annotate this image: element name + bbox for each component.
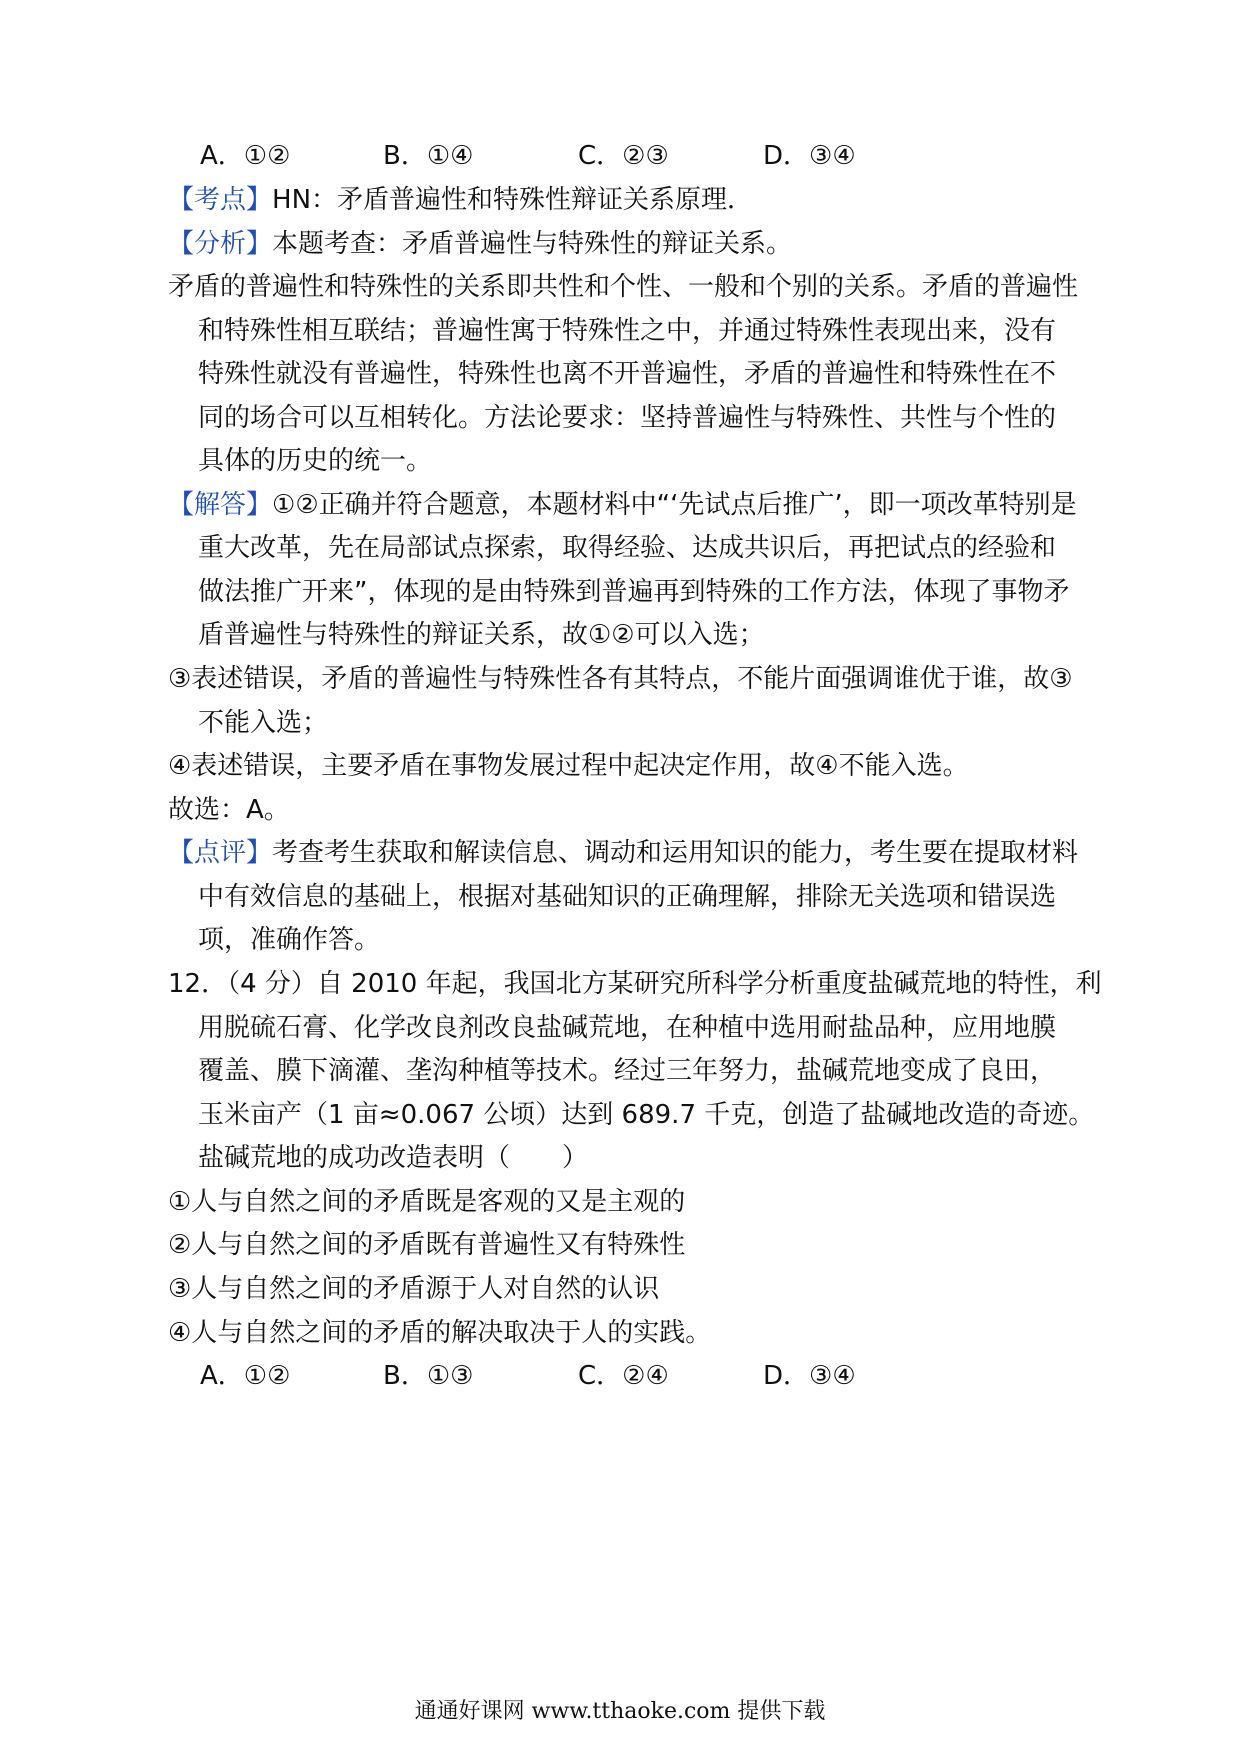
- jieda-body-line: 重大改革，先在局部试点探索，取得经验、达成共识后，再把试点的经验和: [198, 533, 1057, 563]
- jieda-line: [168, 487, 1077, 523]
- kaodian-tag: 【考点】: [168, 185, 273, 215]
- option-b: B．①③: [383, 1361, 474, 1391]
- jieda-text: ①②正确并符合题意，本题材料中“‘先试点后推广’，即一项改革特别是: [272, 490, 1077, 520]
- jieda-body-line: 做法推广开来”，体现的是由特殊到普遍再到特殊的工作方法，体现了事物矛: [198, 577, 1070, 607]
- option-a: A．①②: [200, 141, 291, 171]
- question12-stem: 12．（4 分）自 2010 年起，我国北方某研究所科学分析重度盐碱荒地的特性，利: [168, 969, 1102, 999]
- question12-stem-line: 覆盖、膜下滴灌、垄沟种植等技术。经过三年努力，盐碱荒地变成了良田，: [198, 1056, 1057, 1086]
- question12-stem-line: 玉米亩产（1 亩≈0.067 公顷）达到 689.7 千克，创造了盐碱地改造的奇迹。: [198, 1100, 1095, 1130]
- statement-4: ④人与自然之间的矛盾的解决取决于人的实践。: [168, 1318, 712, 1348]
- fenxi-body-line: 矛盾的普遍性和特殊性的关系即共性和个性、一般和个别的关系。矛盾的普遍性: [168, 272, 1079, 302]
- question12-stem-line: 用脱硫石膏、化学改良剂改良盐碱荒地，在种植中选用耐盐品种，应用地膜: [198, 1013, 1057, 1043]
- statement-3: ③人与自然之间的矛盾源于人对自然的认识: [168, 1274, 660, 1304]
- fenxi-body-line: 具体的历史的统一。: [198, 446, 433, 476]
- jieda-tag: 【解答】: [168, 490, 273, 520]
- answer-line: 故选：A。: [168, 795, 290, 825]
- item3-line-cont: 不能入选；: [198, 708, 329, 738]
- option-d: D．③④: [763, 141, 856, 171]
- fenxi-body-line: 同的场合可以互相转化。方法论要求：坚持普遍性与特殊性、共性与个性的: [198, 403, 1057, 433]
- option-d: D．③④: [763, 1361, 856, 1391]
- dianping-text: 考查考生获取和解读信息、调动和运用知识的能力，考生要在提取材料: [272, 838, 1079, 868]
- statement-1: ①人与自然之间的矛盾既是客观的又是主观的: [168, 1187, 686, 1217]
- item3-line: ③表述错误，矛盾的普遍性与特殊性各有其特点，不能片面强调谁优于谁，故③: [168, 664, 1073, 694]
- dianping-body-line: 中有效信息的基础上，根据对基础知识的正确理解，排除无关选项和错误选: [198, 882, 1057, 912]
- dianping-body-line: 项，准确作答。: [198, 925, 381, 955]
- item4-line: ④表述错误，主要矛盾在事物发展过程中起决定作用，故④不能入选。: [168, 751, 969, 781]
- statement-2: ②人与自然之间的矛盾既有普遍性又有特殊性: [168, 1230, 686, 1260]
- fenxi-text: 本题考查：矛盾普遍性与特殊性的辩证关系。: [272, 229, 793, 259]
- option-c: C．②④: [578, 1361, 669, 1391]
- kaodian-text: HN：矛盾普遍性和特殊性辩证关系原理．: [272, 185, 754, 215]
- option-a: A．①②: [200, 1361, 291, 1391]
- fenxi-body-line: 和特殊性相互联结；普遍性寓于特殊性之中，并通过特殊性表现出来，没有: [198, 316, 1057, 346]
- option-c: C．②③: [578, 141, 669, 171]
- option-b: B．①④: [383, 141, 474, 171]
- dianping-line: [168, 835, 1078, 871]
- jieda-body-line: 盾普遍性与特殊性的辩证关系，故①②可以入选；: [198, 620, 765, 650]
- fenxi-body-line: 特殊性就没有普遍性，特殊性也离不开普遍性，矛盾的普遍性和特殊性在不: [198, 359, 1057, 389]
- fenxi-line: [168, 226, 792, 262]
- footer-watermark: 通通好课网 www.tthaoke.com 提供下载: [414, 1699, 826, 1724]
- dianping-tag: 【点评】: [168, 838, 273, 868]
- kaodian-line: [168, 182, 753, 218]
- fenxi-tag: 【分析】: [168, 229, 273, 259]
- question12-stem-line: 盐碱荒地的成功改造表明（ ）: [198, 1143, 589, 1173]
